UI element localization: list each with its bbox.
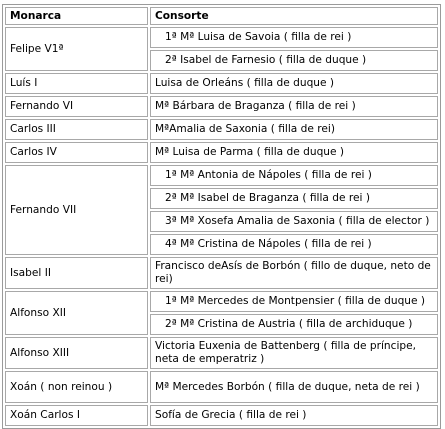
- monarch-cell: Fernando VII: [5, 165, 148, 255]
- monarch-cell: Alfonso XII: [5, 291, 148, 335]
- monarch-cell: Luís I: [5, 73, 148, 94]
- table-row: [5, 73, 438, 94]
- consort-cell: Mª Luisa de Parma ( filla de duque ): [150, 142, 438, 163]
- monarch-cell: Isabel II: [5, 257, 148, 289]
- consort-cell: Luisa de Orleáns ( filla de duque ): [150, 73, 438, 94]
- monarch-cell: Xoán Carlos I: [5, 405, 148, 426]
- consort-cell: Mª Mercedes Borbón ( filla de duque, neta de rei ): [150, 371, 438, 403]
- table-body: [5, 27, 438, 426]
- table-row: [5, 142, 438, 163]
- monarch-cell: Alfonso XIII: [5, 337, 148, 369]
- consort-cell: MªAmalia de Saxonia ( filla de rei): [150, 119, 438, 140]
- monarch-cell: Fernando VI: [5, 96, 148, 117]
- consort-cell: 1ª Mª Antonia de Nápoles ( filla de rei ): [150, 165, 438, 186]
- monarchs-consorts-table: [2, 4, 441, 429]
- table-row: [5, 291, 438, 312]
- consort-cell: Victoria Euxenia de Battenberg ( filla de príncipe, neta de emperatriz ): [150, 337, 438, 369]
- table-row: [5, 119, 438, 140]
- monarch-cell: Felipe V1ª: [5, 27, 148, 71]
- table-row: [5, 405, 438, 426]
- header-monarch: Monarca: [5, 7, 148, 25]
- consort-cell: 1ª Mª Mercedes de Montpensier ( filla de duque ): [150, 291, 438, 312]
- consort-cell: Sofía de Grecia ( filla de rei ): [150, 405, 438, 426]
- consort-cell: 2ª Mª Isabel de Braganza ( filla de rei ): [150, 188, 438, 209]
- header-row: [5, 7, 438, 25]
- consort-cell: 4ª Mª Cristina de Nápoles ( filla de rei ): [150, 234, 438, 255]
- table-row: [5, 257, 438, 289]
- table-row: [5, 165, 438, 186]
- table-row: [5, 96, 438, 117]
- consort-cell: Francisco deAsís de Borbón ( fillo de duque, neto de rei): [150, 257, 438, 289]
- table-row: [5, 337, 438, 369]
- consort-cell: 3ª Mª Xosefa Amalia de Saxonia ( filla de elector ): [150, 211, 438, 232]
- header-consort: Consorte: [150, 7, 438, 25]
- table-row: [5, 371, 438, 403]
- monarch-cell: Carlos IV: [5, 142, 148, 163]
- consort-cell: 2ª Mª Cristina de Austria ( filla de archiduque ): [150, 314, 438, 335]
- table-row: [5, 27, 438, 48]
- consort-cell: 1ª Mª Luisa de Savoia ( filla de rei ): [150, 27, 438, 48]
- consort-cell: Mª Bárbara de Braganza ( filla de rei ): [150, 96, 438, 117]
- consort-cell: 2ª Isabel de Farnesio ( filla de duque ): [150, 50, 438, 71]
- monarch-cell: Carlos III: [5, 119, 148, 140]
- monarch-cell: Xoán ( non reinou ): [5, 371, 148, 403]
